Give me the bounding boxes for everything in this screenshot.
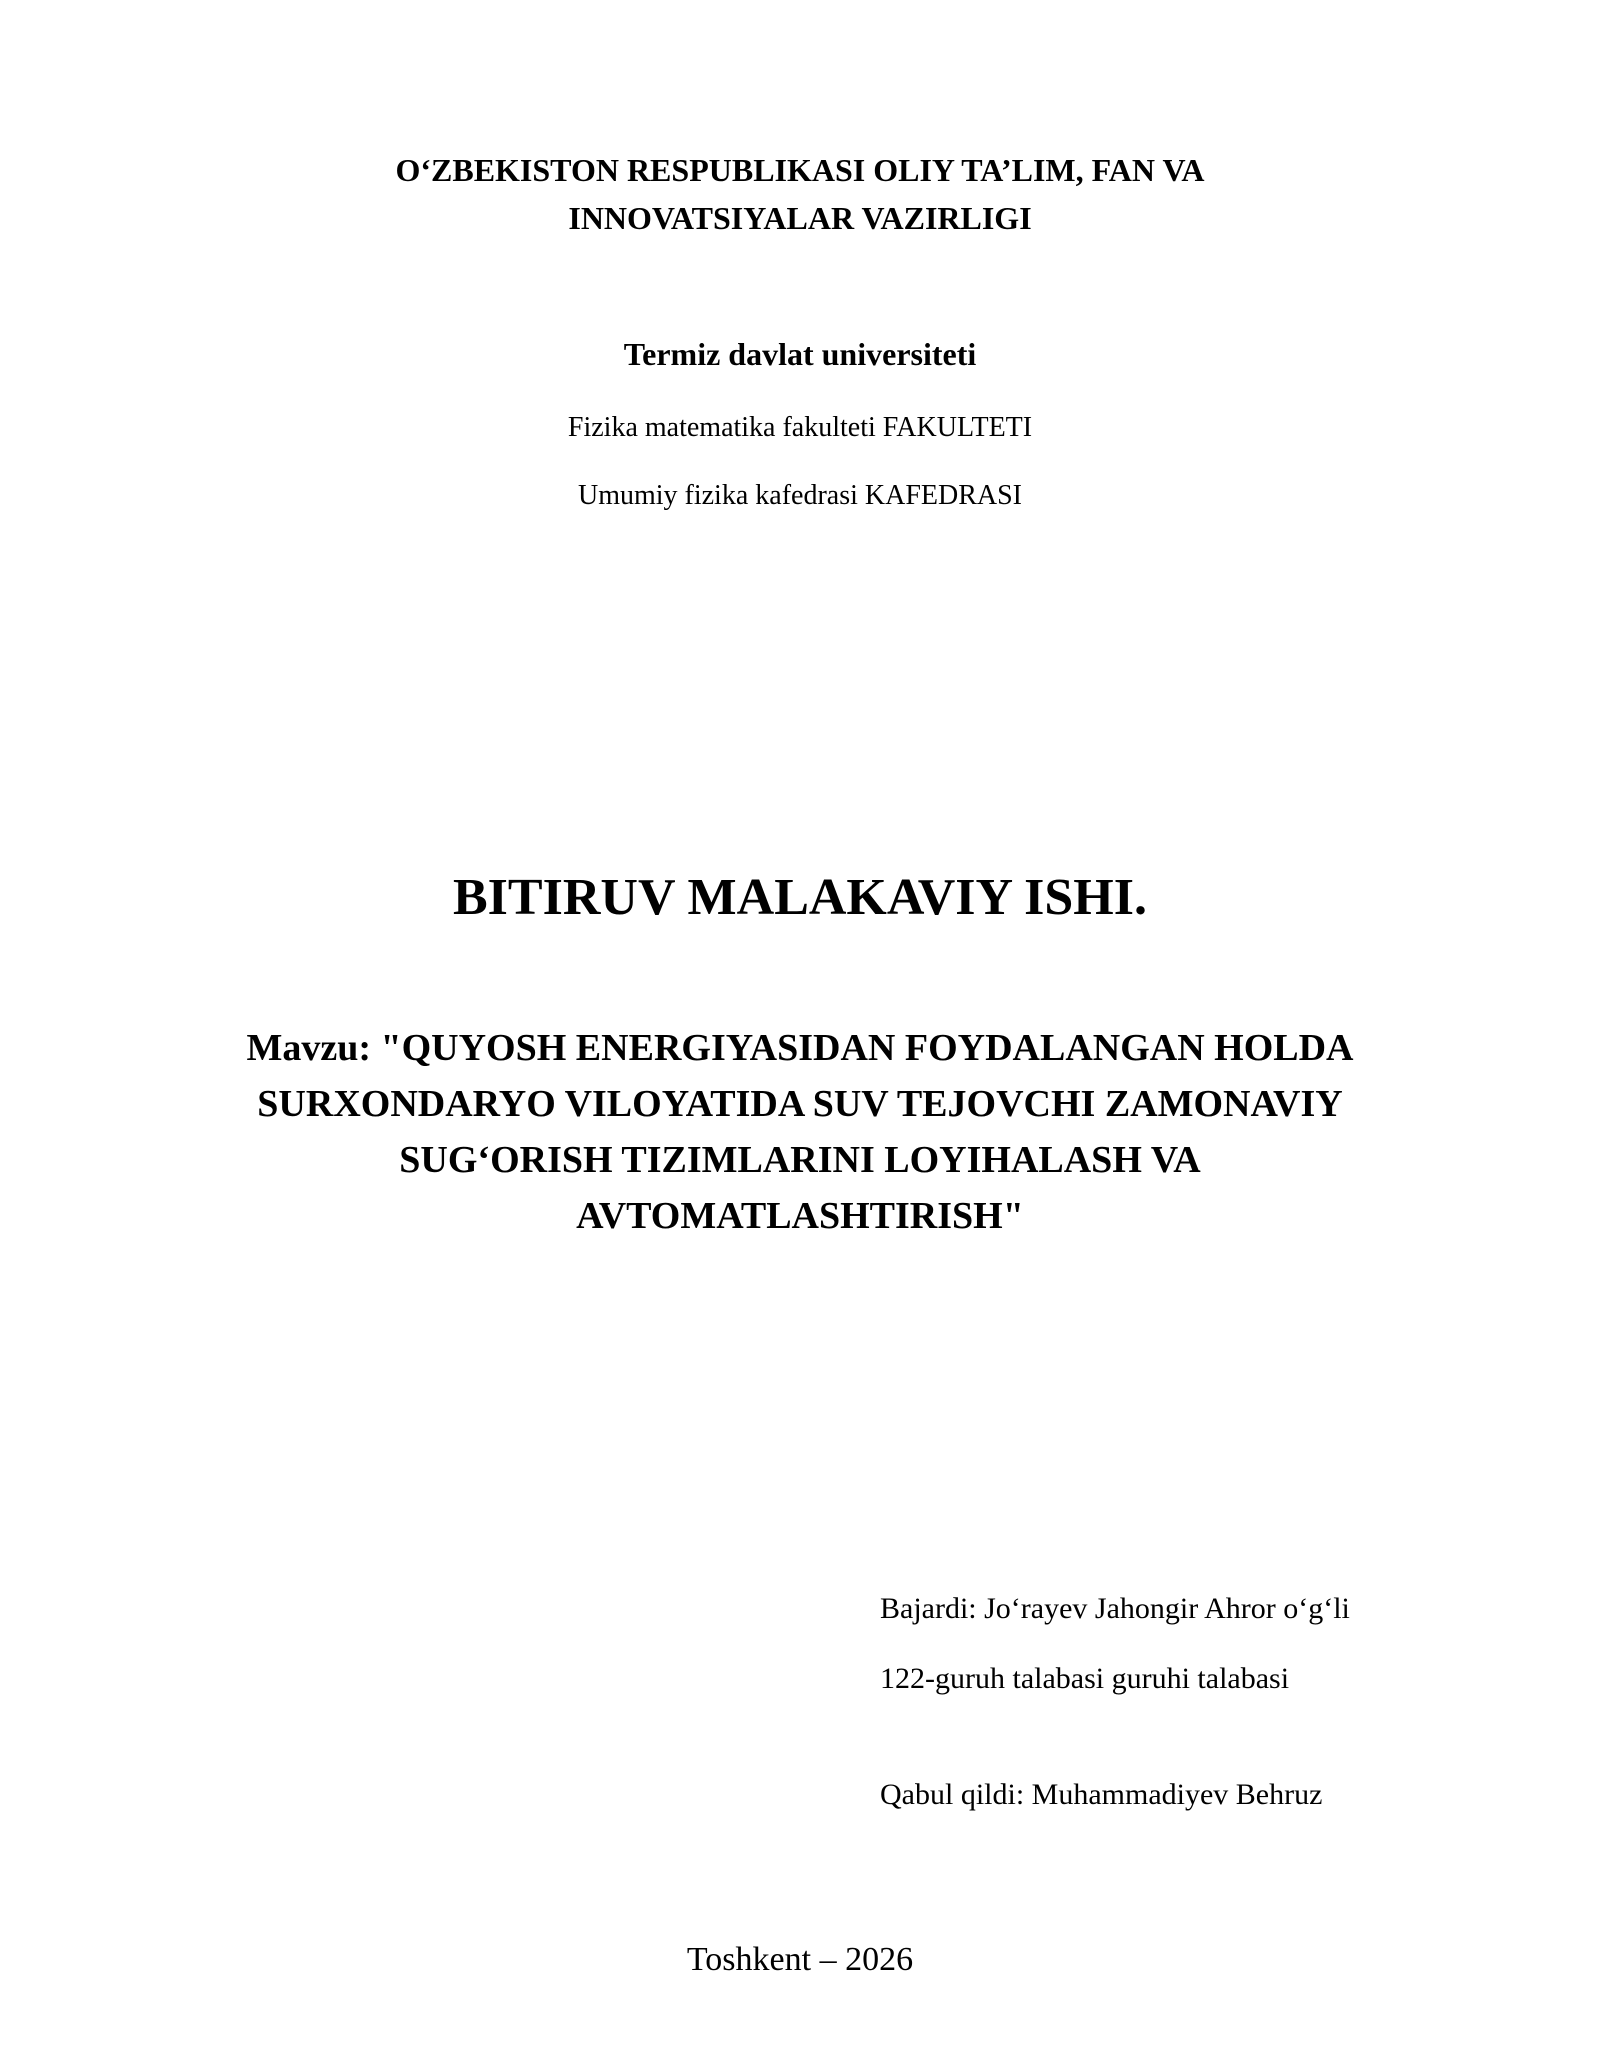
faculty-name: Fizika matematika fakulteti FAKULTETI — [567, 412, 1033, 443]
performed-by: Bajardi: Jo‘rayev Jahongir Ahror o‘g‘li — [880, 1592, 1350, 1625]
ministry-heading — [0, 146, 1600, 242]
topic-line: SURXONDARYO VILOYATIDA SUV TEJOVCHI ZAMONAVIY — [257, 1083, 1343, 1125]
work-title: BITIRUV MALAKAVIY ISHI. — [453, 869, 1147, 926]
accepted-by: Qabul qildi: Muhammadiyev Behruz — [880, 1778, 1323, 1811]
ministry-line-2: INNOVATSIYALAR VAZIRLIGI — [568, 200, 1032, 236]
student-group: 122-guruh talabasi guruhi talabasi — [880, 1662, 1290, 1695]
department-name: Umumiy fizika kafedrasi KAFEDRASI — [577, 480, 1023, 511]
topic-heading — [0, 1020, 1600, 1244]
topic-line: Mavzu: "QUYOSH ENERGIYASIDAN FOYDALANGAN HOLDA — [246, 1027, 1354, 1069]
city-year: Toshkent – 2026 — [686, 1941, 914, 1978]
university-name: Termiz davlat universiteti — [623, 336, 977, 372]
topic-line: AVTOMATLASHTIRISH" — [576, 1195, 1024, 1237]
topic-line: SUG‘ORISH TIZIMLARINI LOYIHALASH VA — [399, 1139, 1201, 1181]
ministry-line-1: O‘ZBEKISTON RESPUBLIKASI OLIY TA’LIM, FAN VA — [395, 152, 1205, 188]
